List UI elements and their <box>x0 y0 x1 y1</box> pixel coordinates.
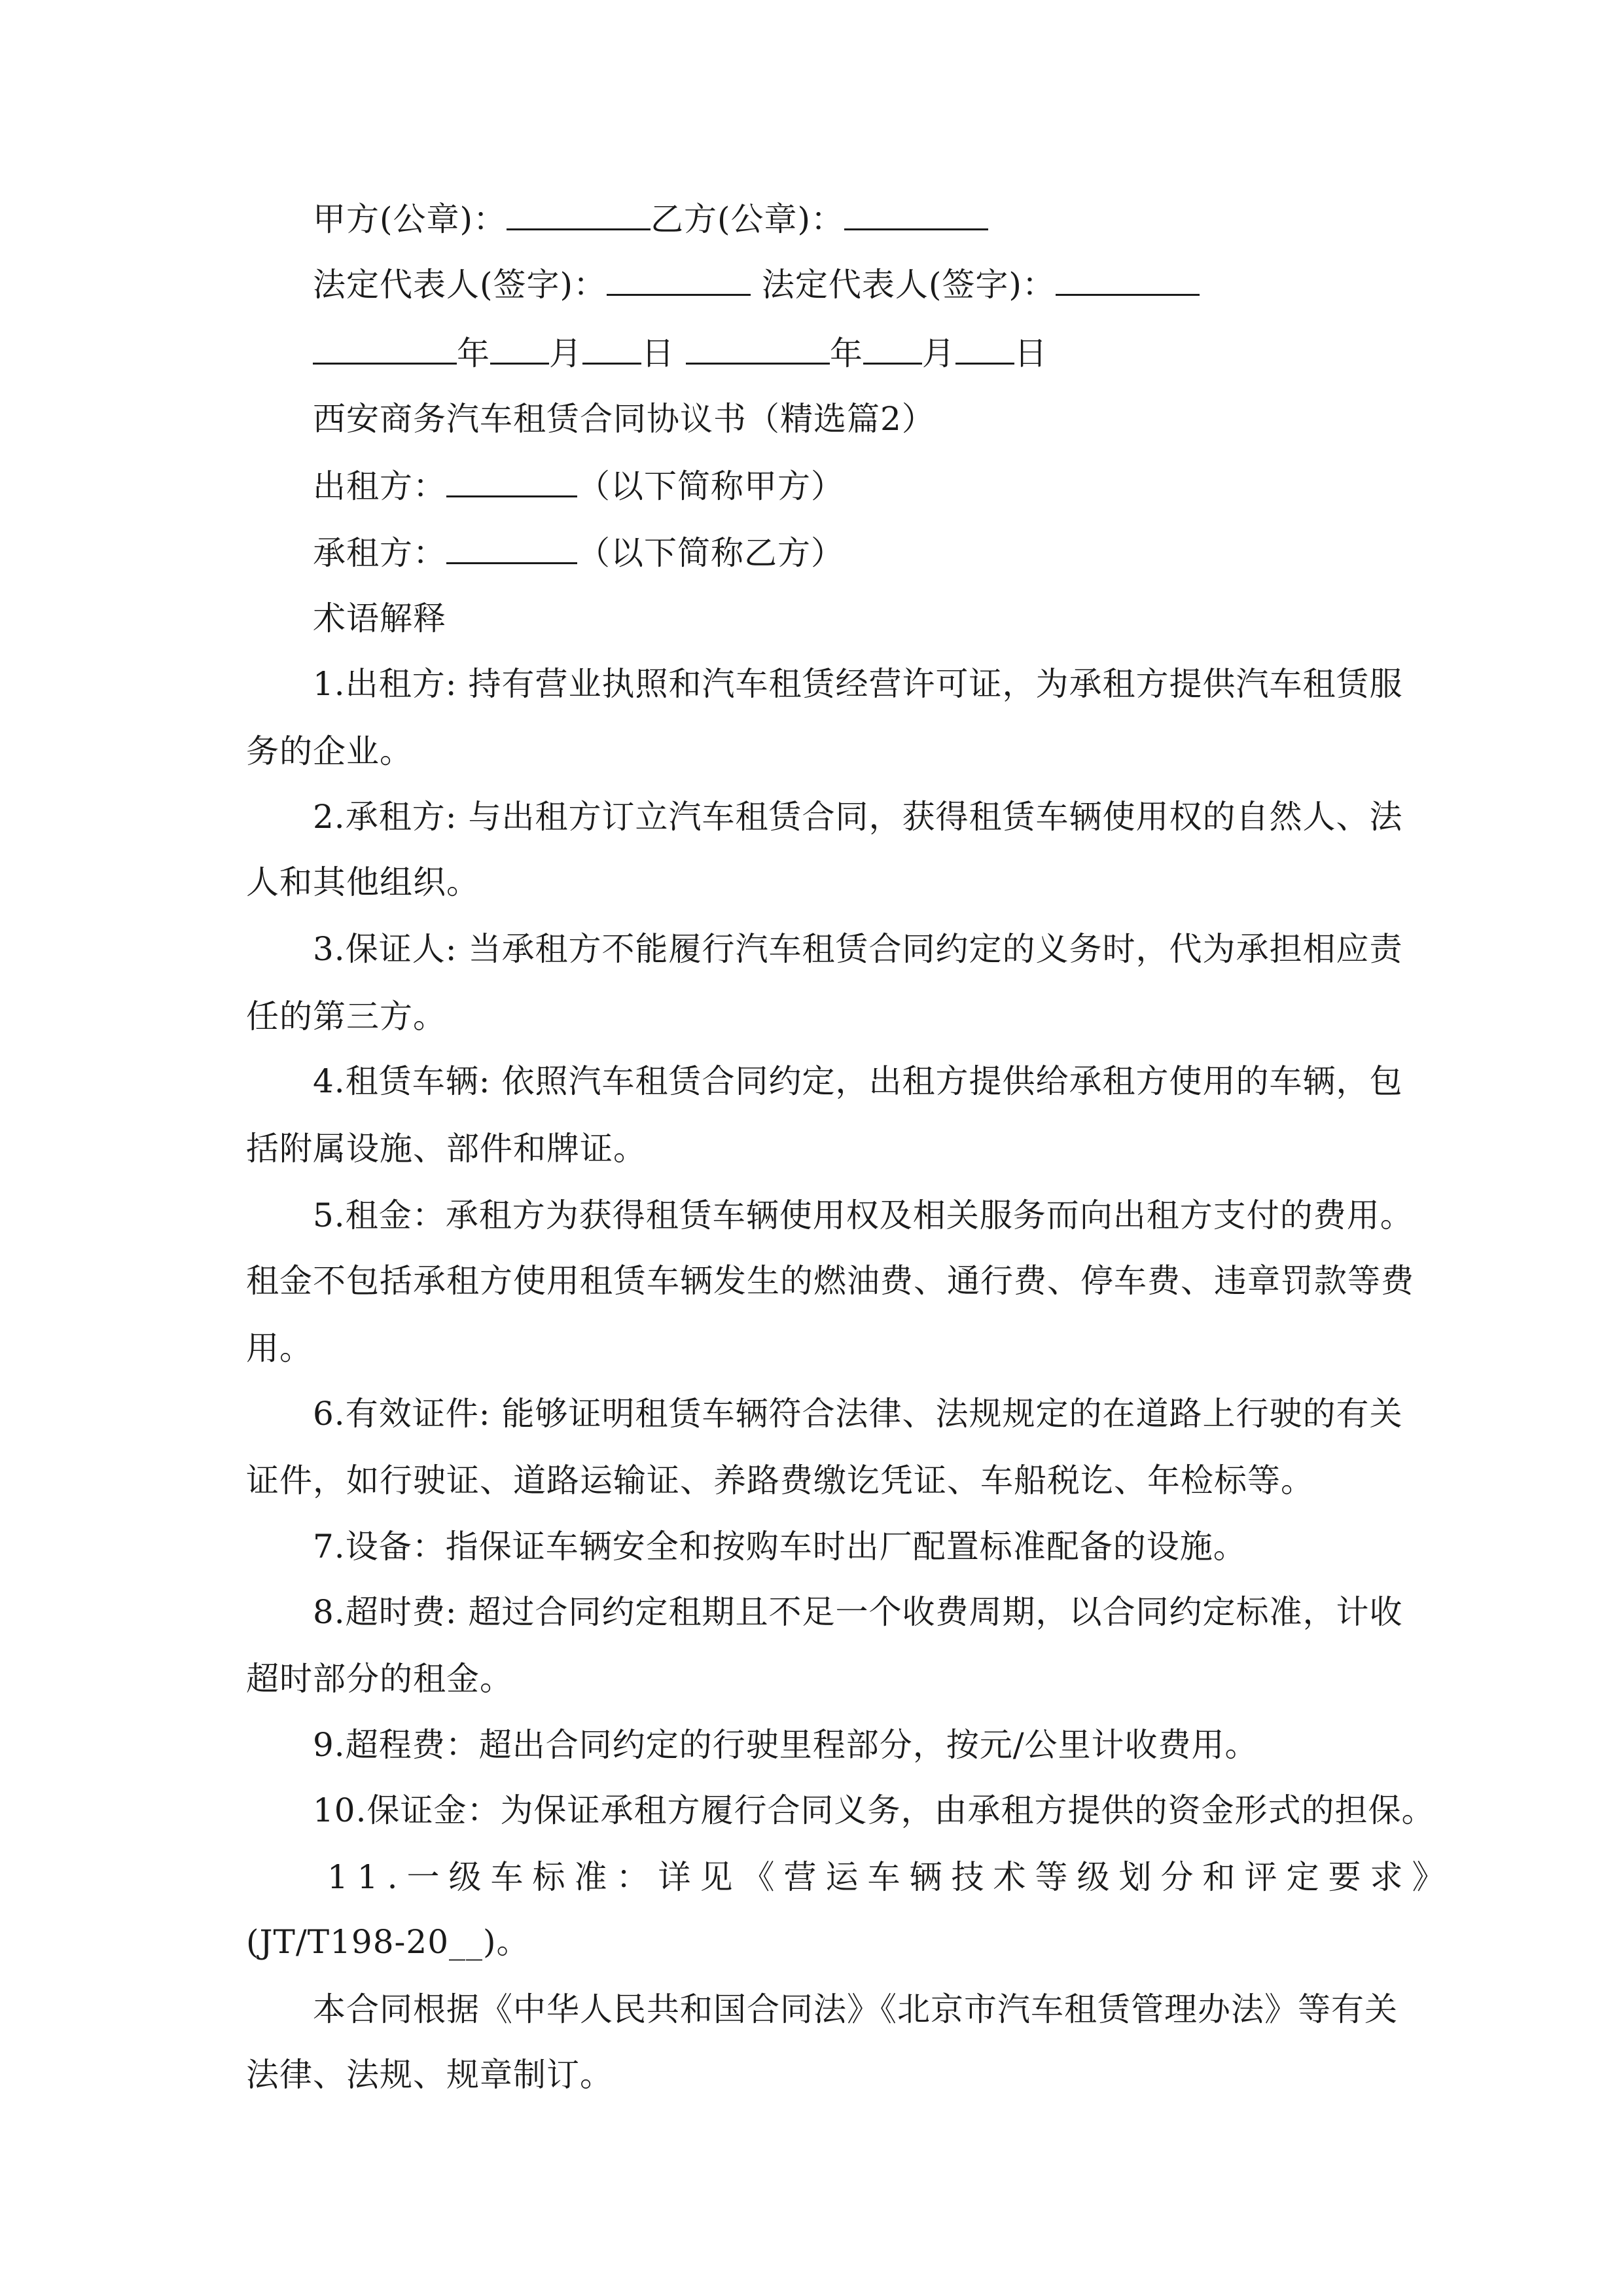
legal-rep-line <box>313 265 1404 304</box>
month-b-blank <box>863 334 922 365</box>
lessor-note: （以下简称甲方） <box>577 467 844 505</box>
day-b-blank <box>955 334 1014 365</box>
lessee-label: 承租方： <box>313 534 446 572</box>
lessee-note: （以下简称乙方） <box>577 534 844 572</box>
term-5-line-2: 租金不包括承租方使用租赁车辆发生的燃油费、通行费、停车费、违章罚款等费 <box>246 1262 1414 1300</box>
term-10-line-1: 10.保证金：为保证承租方履行合同义务，由承租方提供的资金形式的担保。 <box>313 1791 1435 1829</box>
lessee-blank <box>446 533 577 564</box>
term-2-line-1: 2.承租方: 与出租方订立汽车租赁合同，获得租赁车辆使用权的自然人、法 <box>313 798 1403 836</box>
legal-rep-a-label: 法定代表人(签字)： <box>313 266 607 304</box>
day-b-label: 日 <box>1014 334 1048 372</box>
term-3-line-1: 3.保证人: 当承租方不能履行汽车租赁合同约定的义务时，代为承担相应责 <box>313 930 1403 968</box>
legal-rep-b-blank <box>1056 265 1200 296</box>
term-1-line-1: 1.出租方: 持有营业执照和汽车租赁经营许可证，为承租方提供汽车租赁服 <box>313 665 1403 703</box>
party-a-seal-blank <box>507 200 651 230</box>
term-6-line-2: 证件，如行驶证、道路运输证、养路费缴讫凭证、车船税讫、年检标等。 <box>246 1462 1314 1499</box>
closing-line-2: 法律、法规、规章制订。 <box>246 2056 613 2094</box>
lessor-line <box>313 467 1404 506</box>
term-4-line-2: 括附属设施、部件和牌证。 <box>246 1130 647 1168</box>
year-a-label: 年 <box>457 334 490 372</box>
term-5-line-3: 用。 <box>246 1329 313 1367</box>
lessor-label: 出租方： <box>313 467 446 505</box>
year-a-blank <box>313 334 457 365</box>
date-line <box>313 334 1404 373</box>
term-1-line-2: 务的企业。 <box>246 732 413 770</box>
term-5-line-1: 5.租金：承租方为获得租赁车辆使用权及相关服务而向出租方支付的费用。 <box>313 1196 1414 1234</box>
terms-heading: 术语解释 <box>313 600 446 637</box>
year-b-blank <box>686 334 830 365</box>
term-7-line-1: 7.设备：指保证车辆安全和按购车时出厂配置标准配备的设施。 <box>313 1528 1247 1566</box>
lessor-blank <box>446 467 577 497</box>
party-b-seal-blank <box>844 200 988 230</box>
legal-rep-a-blank <box>607 265 751 296</box>
legal-rep-b-label: 法定代表人(签字)： <box>761 266 1056 304</box>
term-8-line-1: 8.超时费: 超过合同约定租期且不足一个收费周期，以合同约定标准，计收 <box>313 1593 1403 1631</box>
month-a-blank <box>490 334 549 365</box>
term-3-line-2: 任的第三方。 <box>246 997 446 1035</box>
closing-line-1: 本合同根据《中华人民共和国合同法》《北京市汽车租赁管理办法》等有关 <box>313 1990 1398 2028</box>
day-a-blank <box>582 334 641 365</box>
month-a-label: 月 <box>549 334 582 372</box>
term-8-line-2: 超时部分的租金。 <box>246 1660 513 1698</box>
term-2-line-2: 人和其他组织。 <box>246 863 480 901</box>
section-title: 西安商务汽车租赁合同协议书（精选篇2） <box>313 400 935 438</box>
term-11-line-2: (JT/T198-20__)。 <box>246 1923 530 1961</box>
term-11-line-1: 11.一级车标准：详见《营运车辆技术等级划分和评定要求》 <box>327 1858 1454 1896</box>
lessee-line <box>313 533 1404 573</box>
party-b-seal-label: 乙方(公章)： <box>651 200 845 238</box>
term-6-line-1: 6.有效证件: 能够证明租赁车辆符合法律、法规规定的在道路上行驶的有关 <box>313 1395 1403 1433</box>
party-a-seal-label: 甲方(公章)： <box>313 200 507 238</box>
term-4-line-1: 4.租赁车辆: 依照汽车租赁合同约定，出租方提供给承租方使用的车辆，包 <box>313 1062 1403 1100</box>
year-b-label: 年 <box>829 334 863 372</box>
month-b-label: 月 <box>921 334 955 372</box>
term-9-line-1: 9.超程费：超出合同约定的行驶里程部分，按元/公里计收费用。 <box>313 1726 1258 1764</box>
seal-line <box>313 200 1404 239</box>
day-a-label: 日 <box>641 334 675 372</box>
